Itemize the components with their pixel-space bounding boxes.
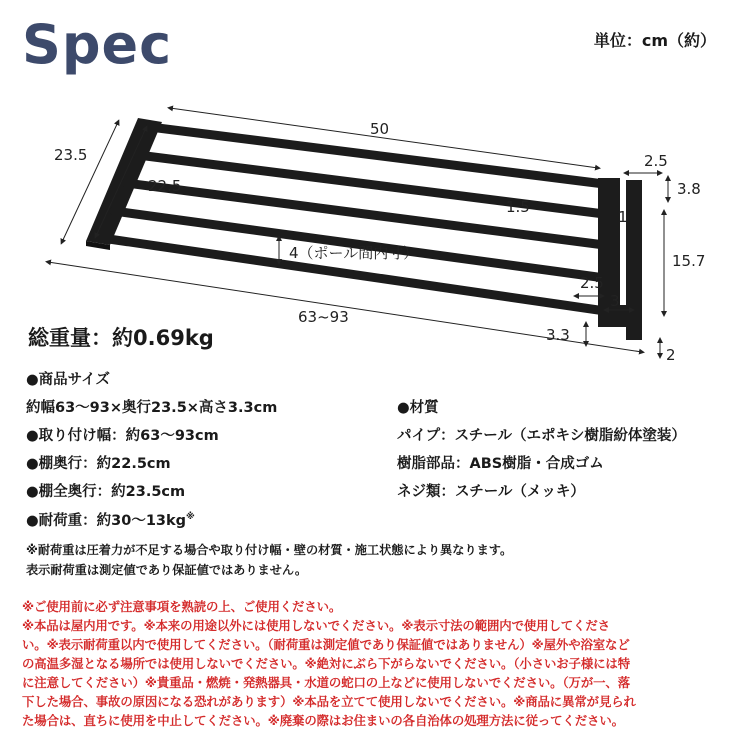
spec-line: ●取り付け幅：約63～93cm	[26, 428, 219, 444]
dim-pole-gap: 4（ポール間内寸）	[289, 244, 419, 262]
dim-foot: 2	[666, 346, 676, 364]
warning-line: の高温多湿となる場所では使用しないでください。※絶対にぶら下がらないでください。（小さいお子様には特	[22, 656, 630, 671]
spec-line: ●棚奥行：約22.5cm	[26, 456, 171, 472]
spec-line: 約幅63～93×奥行23.5×高さ3.3cm	[26, 400, 278, 416]
dim-length: 50	[370, 120, 390, 138]
total-weight: 総重量：約0.69kg	[28, 326, 214, 350]
unit-label: 単位：cm（約）	[593, 31, 716, 50]
warning-line: に注意してください）※貴重品・燃焼・発熱器具・水道の蛇口の上などに使用しないでください。（万が一、落	[22, 675, 630, 690]
load-note: 表示耐荷重は測定値であり保証値ではありません。	[26, 563, 308, 577]
warning-line: い。※表示耐荷重以内で使用してください。（耐荷重は測定値であり保証値ではありません）※屋外や浴室など	[22, 637, 630, 652]
spec-line: ネジ類：スチール（メッキ）	[397, 484, 585, 500]
spec-line: ●棚全奥行：約23.5cm	[26, 484, 186, 500]
page-title: Spec	[22, 13, 173, 76]
spec-line: ●耐荷重：約30～13kg※	[26, 512, 195, 529]
spec-line: 樹脂部品：ABS樹脂・合成ゴム	[397, 456, 604, 472]
spec-line: ●商品サイズ	[26, 372, 110, 388]
shelf-poles	[102, 127, 612, 312]
dim-pole-small: 1	[618, 208, 628, 226]
warning-line: ※ご使用前に必ず注意事項を熟読の上、ご使用ください。	[22, 599, 342, 614]
warning-line: 下した場合、事故の原因になる恐れがあります）※本品を立てて使用しないでください。※商品に異常が見られ	[22, 694, 636, 709]
load-note: ※耐荷重は圧着力が不足する場合や取り付け幅・壁の材質・施工状態により異なります。	[26, 543, 513, 557]
warning-line: ※本品は屋内用です。※本来の用途以外には使用しないでください。※表示寸法の範囲内で使用してくださ	[22, 618, 610, 633]
warning-line: た場合は、直ちに使用を中止してください。※廃棄の際はお住まいの各自治体の処理方法に従ってください。	[22, 713, 624, 728]
spec-line: パイプ：スチール（エポキシ樹脂紛体塗装）	[397, 428, 686, 444]
spec-line: ●材質	[397, 400, 439, 416]
dim-total-width: 63~93	[298, 308, 349, 326]
dim-side-height: 15.7	[672, 252, 706, 270]
dim-outer-depth: 23.5	[54, 146, 88, 164]
dim-bracket-inner: 3	[610, 292, 620, 310]
note-mark: ※	[186, 512, 195, 522]
dim-end-height: 3.8	[677, 180, 701, 198]
right-bracket	[598, 178, 642, 340]
dim-bracket-height: 3.3	[546, 326, 570, 344]
dim-end-width: 2.5	[644, 152, 668, 170]
dim-inner-depth: 22.5	[148, 177, 182, 195]
dim-pole-diameter: 1.5	[506, 198, 530, 216]
dim-bracket-width: 2.5	[580, 274, 604, 292]
